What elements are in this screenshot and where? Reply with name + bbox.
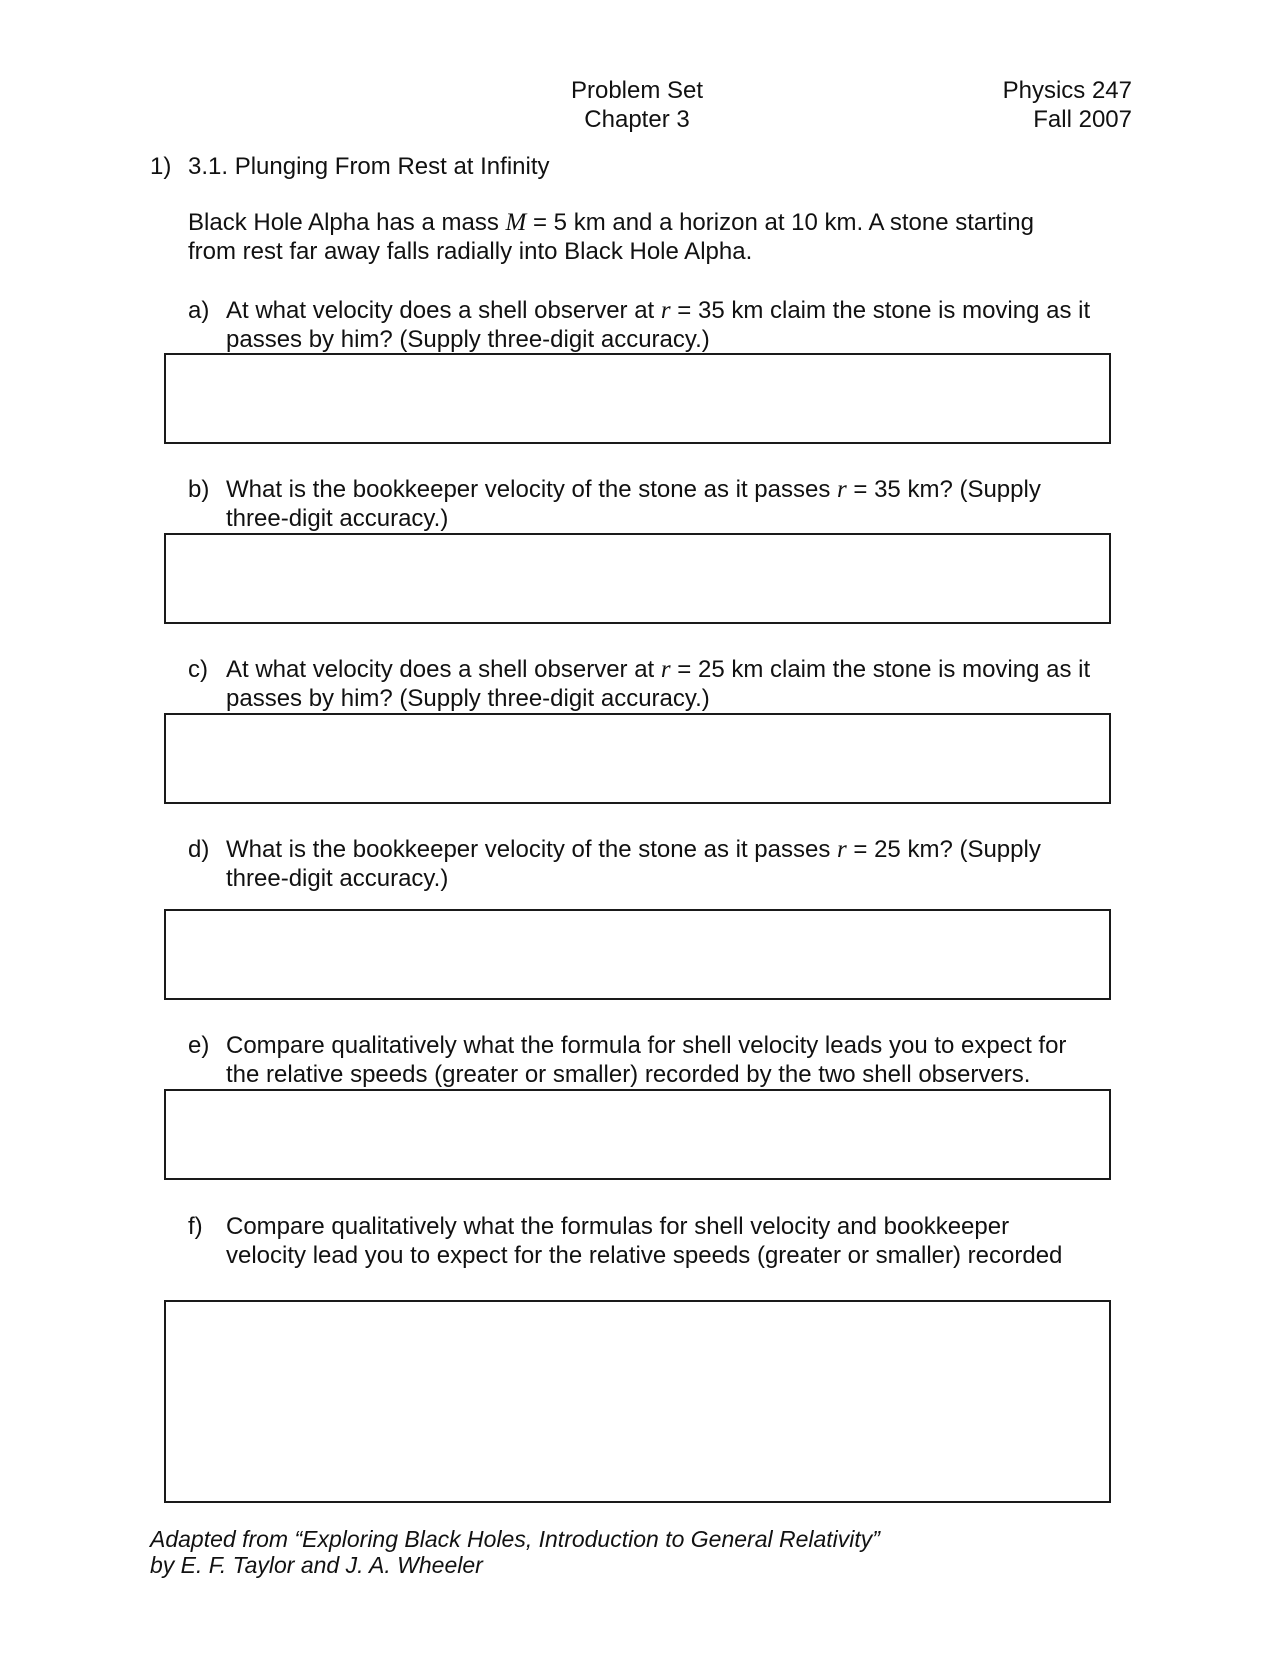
problem-intro bbox=[188, 208, 1034, 266]
mass-variable: M bbox=[505, 209, 527, 236]
answer-box-b[interactable] bbox=[164, 533, 1111, 624]
answer-input-c[interactable] bbox=[166, 715, 1109, 802]
intro-line-1: Black Hole Alpha has a mass M = 5 km and a horizon at 10 km. A stone starting bbox=[188, 209, 1034, 236]
question-d-text: What is the bookkeeper velocity of the stone as it passes r = 25 km? (Supply three-digit accuracy.) bbox=[226, 836, 1041, 892]
question-d-label: d) bbox=[188, 836, 210, 863]
question-b-label: b) bbox=[188, 476, 210, 503]
answer-input-b[interactable] bbox=[166, 535, 1109, 622]
answer-box-e[interactable] bbox=[164, 1089, 1111, 1180]
page-header-right bbox=[930, 76, 1132, 134]
question-c-text: At what velocity does a shell observer at r = 25 km claim the stone is moving as it passes by him? (Supply three-digit accuracy.) bbox=[226, 656, 1091, 712]
question-e-text: Compare qualitatively what the formula for shell velocity leads you to expect for the relative speeds (greater or smaller) recorded by the two shell observers. bbox=[226, 1032, 1067, 1088]
answer-box-f[interactable] bbox=[164, 1300, 1111, 1503]
answer-box-a[interactable] bbox=[164, 353, 1111, 444]
question-f-text: Compare qualitatively what the formulas for shell velocity and bookkeeper velocity lead you to expect for the relative speeds (greater or smaller) recorded bbox=[226, 1213, 1063, 1269]
answer-input-a[interactable] bbox=[166, 355, 1109, 442]
question-f-label: f) bbox=[188, 1213, 203, 1240]
chapter-label: Chapter 3 bbox=[584, 106, 690, 133]
intro-line-2: from rest far away falls radially into Black Hole Alpha. bbox=[188, 238, 753, 265]
source-attribution bbox=[150, 1526, 880, 1578]
question-a-text: At what velocity does a shell observer at r = 35 km claim the stone is moving as it passes by him? (Supply three-digit accuracy.) bbox=[226, 297, 1091, 353]
question-c-label: c) bbox=[188, 656, 208, 683]
answer-input-f[interactable] bbox=[166, 1302, 1109, 1501]
course-name: Physics 247 bbox=[1002, 77, 1132, 104]
attribution-line-1: Adapted from “Exploring Black Holes, Introduction to General Relativity” bbox=[150, 1526, 880, 1552]
term-label: Fall 2007 bbox=[1033, 106, 1132, 133]
problem-title: 3.1. Plunging From Rest at Infinity bbox=[188, 153, 550, 180]
answer-input-e[interactable] bbox=[166, 1091, 1109, 1178]
answer-input-d[interactable] bbox=[166, 911, 1109, 998]
answer-box-c[interactable] bbox=[164, 713, 1111, 804]
attribution-line-2: by E. F. Taylor and J. A. Wheeler bbox=[150, 1552, 483, 1578]
question-e-label: e) bbox=[188, 1032, 210, 1059]
question-b-text: What is the bookkeeper velocity of the stone as it passes r = 35 km? (Supply three-digit accuracy.) bbox=[226, 476, 1041, 532]
problem-number: 1) bbox=[150, 153, 172, 180]
answer-box-d[interactable] bbox=[164, 909, 1111, 1000]
page-header-center bbox=[570, 76, 704, 134]
question-a-label: a) bbox=[188, 297, 210, 324]
problem-set-title: Problem Set bbox=[570, 77, 704, 104]
